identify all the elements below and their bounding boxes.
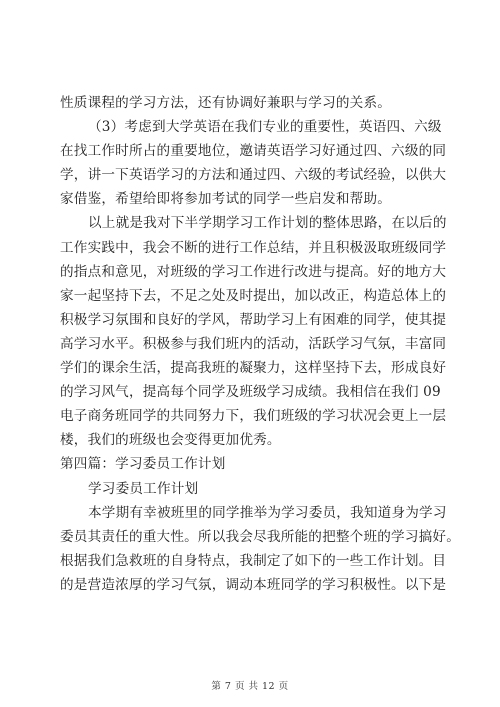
text-line: 积极学习氛围和良好的学风，帮助学习上有困难的同学，使其提 xyxy=(60,311,447,328)
text-line: 电子商务班同学的共同努力下，我们班级的学习状况会更上一层 xyxy=(60,408,447,425)
text-line: 的指点和意见，对班级的学习工作进行改进与提高。好的地方大 xyxy=(60,263,447,280)
section-title: 学习委员工作计划 xyxy=(88,480,199,497)
page-number-footer: 第 7 页 共 12 页 xyxy=(211,681,289,692)
text-line: 工作实践中，我会不断的进行工作总结，并且积极汲取班级同学 xyxy=(60,239,447,256)
text-line: 性质课程的学习方法，还有协调好兼职与学习的关系。 xyxy=(60,95,392,111)
text-line: 学，讲一下英语学习的方法和通过四、六级的考试经验，以供大 xyxy=(60,167,447,184)
text-line: 委员其责任的重大性。所以我会尽我所能的把整个班的学习搞好。 xyxy=(60,528,461,545)
text-line: 学们的课余生活，提高我班的凝聚力，这样坚持下去，形成良好 xyxy=(60,360,447,377)
text-line: 家借鉴，希望给即将参加考试的同学一些启发和帮助。 xyxy=(60,191,392,208)
text-line: 的学习风气，提高每个同学及班级学习成绩。我相信在我们 09 xyxy=(60,384,441,401)
text-line: 的是营造浓厚的学习气氛，调动本班同学的学习积极性。以下是 xyxy=(60,576,447,593)
text-line: 本学期有幸被班里的同学推举为学习委员，我知道身为学习 xyxy=(88,504,447,521)
text-line: 家一起坚持下去，不足之处及时提出，加以改正，构造总体上的 xyxy=(60,287,447,304)
text-line: 楼，我们的班级也会变得更加优秀。 xyxy=(60,432,281,449)
section-heading: 第四篇：学习委员工作计划 xyxy=(60,456,226,473)
document-body xyxy=(60,91,461,597)
text-line: 根据我们急救班的自身特点，我制定了如下的一些工作计划。目 xyxy=(60,552,447,569)
text-line: 高学习水平。积极参与我们班内的活动，活跃学习气氛，丰富同 xyxy=(60,335,447,352)
text-line: 在找工作时所占的重要地位，邀请英语学习好通过四、六级的同 xyxy=(60,143,447,160)
text-line: （3）考虑到大学英语在我们专业的重要性，英语四、六级 xyxy=(88,119,442,136)
text-line: 以上就是我对下半学期学习工作计划的整体思路，在以后的 xyxy=(88,215,447,232)
